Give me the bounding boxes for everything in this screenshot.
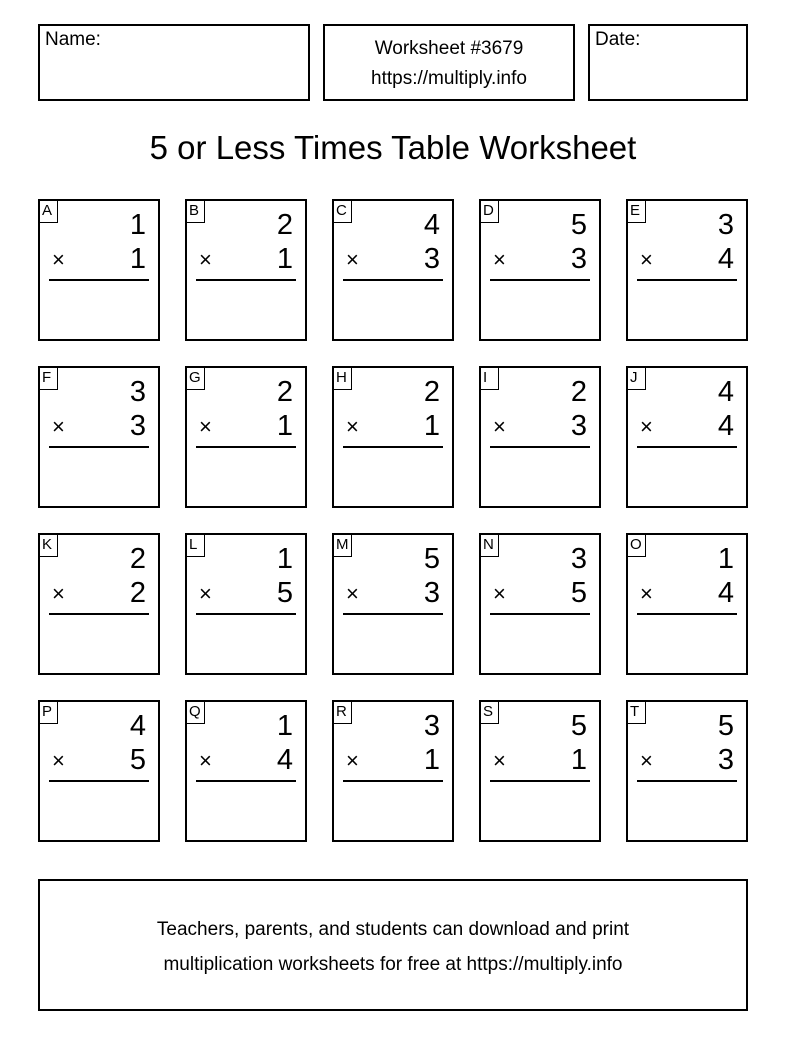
multiplier: 4 — [276, 744, 293, 776]
problem-card-c[interactable] — [332, 199, 454, 341]
multiplier: 3 — [717, 744, 734, 776]
times-sign: × — [52, 247, 65, 272]
worksheet-number: Worksheet #3679 — [374, 38, 524, 59]
multiplicand: 3 — [423, 710, 440, 742]
problem-card-p[interactable] — [38, 700, 160, 842]
answer-line — [637, 446, 737, 448]
answer-line — [49, 780, 149, 782]
multiplier: 5 — [129, 744, 146, 776]
multiplier: 3 — [570, 243, 587, 275]
problem-letter: T — [628, 702, 646, 724]
problem-letter: L — [187, 535, 205, 557]
multiplier: 1 — [276, 243, 293, 275]
multiplicand: 4 — [129, 710, 146, 742]
multiplicand: 3 — [717, 209, 734, 241]
page-title: 5 or Less Times Table Worksheet — [149, 129, 637, 166]
problem-card-t[interactable] — [626, 700, 748, 842]
answer-line — [637, 279, 737, 281]
problem-card-h[interactable] — [332, 366, 454, 508]
times-sign: × — [199, 247, 212, 272]
times-sign: × — [640, 247, 653, 272]
times-sign: × — [640, 748, 653, 773]
times-sign: × — [346, 414, 359, 439]
answer-line — [343, 780, 443, 782]
times-sign: × — [52, 581, 65, 606]
multiplier: 4 — [717, 410, 734, 442]
multiplicand: 3 — [570, 543, 587, 575]
problem-card-d[interactable] — [479, 199, 601, 341]
site-url: https://multiply.info — [371, 68, 527, 89]
times-sign: × — [199, 748, 212, 773]
times-sign: × — [640, 581, 653, 606]
problem-grid — [38, 199, 748, 843]
multiplicand: 2 — [423, 376, 440, 408]
multiplicand: 2 — [276, 376, 293, 408]
answer-line — [343, 613, 443, 615]
name-label: Name: — [45, 29, 101, 50]
multiplier: 4 — [717, 577, 734, 609]
times-sign: × — [346, 748, 359, 773]
problem-letter: Q — [187, 702, 205, 724]
multiplicand: 1 — [276, 710, 293, 742]
problem-card-f[interactable] — [38, 366, 160, 508]
problem-card-a[interactable] — [38, 199, 160, 341]
answer-line — [196, 780, 296, 782]
multiplier: 1 — [570, 744, 587, 776]
problem-card-l[interactable] — [185, 533, 307, 675]
problem-card-q[interactable] — [185, 700, 307, 842]
footer-box — [38, 879, 748, 1011]
multiplier: 3 — [423, 243, 440, 275]
answer-line — [637, 613, 737, 615]
answer-line — [49, 446, 149, 448]
name-field-box[interactable] — [38, 24, 310, 101]
problem-letter: R — [334, 702, 352, 724]
answer-line — [196, 279, 296, 281]
multiplicand: 2 — [276, 209, 293, 241]
problem-letter: B — [187, 201, 205, 223]
problem-letter: K — [40, 535, 58, 557]
problem-card-b[interactable] — [185, 199, 307, 341]
times-sign: × — [493, 748, 506, 773]
multiplicand: 3 — [129, 376, 146, 408]
answer-line — [49, 279, 149, 281]
multiplier: 5 — [570, 577, 587, 609]
problem-letter: O — [628, 535, 646, 557]
times-sign: × — [346, 581, 359, 606]
multiplier: 1 — [276, 410, 293, 442]
answer-line — [196, 446, 296, 448]
problem-letter: S — [481, 702, 499, 724]
problem-card-k[interactable] — [38, 533, 160, 675]
answer-line — [49, 613, 149, 615]
problem-card-r[interactable] — [332, 700, 454, 842]
answer-line — [196, 613, 296, 615]
problem-card-o[interactable] — [626, 533, 748, 675]
footer-line-2: multiplication worksheets for free at https://multiply.info — [163, 954, 623, 975]
multiplier: 1 — [423, 410, 440, 442]
multiplier: 2 — [129, 577, 146, 609]
problem-letter: P — [40, 702, 58, 724]
times-sign: × — [493, 414, 506, 439]
multiplicand: 5 — [717, 710, 734, 742]
multiplicand: 5 — [570, 209, 587, 241]
multiplicand: 1 — [717, 543, 734, 575]
date-field-box[interactable] — [588, 24, 748, 101]
problem-letter: D — [481, 201, 499, 223]
problem-letter: H — [334, 368, 352, 390]
times-sign: × — [346, 247, 359, 272]
multiplicand: 1 — [129, 209, 146, 241]
answer-line — [490, 613, 590, 615]
multiplier: 4 — [717, 243, 734, 275]
multiplier: 3 — [423, 577, 440, 609]
multiplier: 3 — [570, 410, 587, 442]
problem-card-g[interactable] — [185, 366, 307, 508]
multiplier: 1 — [129, 243, 146, 275]
problem-card-e[interactable] — [626, 199, 748, 341]
problem-letter: A — [40, 201, 58, 223]
problem-card-s[interactable] — [479, 700, 601, 842]
multiplicand: 4 — [423, 209, 440, 241]
times-sign: × — [52, 414, 65, 439]
answer-line — [490, 780, 590, 782]
answer-line — [490, 446, 590, 448]
problem-card-i[interactable] — [479, 366, 601, 508]
problem-card-m[interactable] — [332, 533, 454, 675]
answer-line — [343, 279, 443, 281]
footer-line-1: Teachers, parents, and students can download and print — [156, 919, 630, 940]
multiplicand: 2 — [129, 543, 146, 575]
answer-line — [490, 279, 590, 281]
times-sign: × — [52, 748, 65, 773]
problem-letter: I — [481, 368, 499, 390]
problem-letter: N — [481, 535, 499, 557]
multiplicand: 5 — [570, 710, 587, 742]
times-sign: × — [199, 581, 212, 606]
problem-letter: E — [628, 201, 646, 223]
answer-line — [343, 446, 443, 448]
problem-letter: F — [40, 368, 58, 390]
times-sign: × — [640, 414, 653, 439]
worksheet-info-box — [323, 24, 575, 101]
times-sign: × — [493, 581, 506, 606]
multiplicand: 1 — [276, 543, 293, 575]
times-sign: × — [493, 247, 506, 272]
problem-letter: M — [334, 535, 352, 557]
multiplier: 1 — [423, 744, 440, 776]
answer-line — [637, 780, 737, 782]
problem-letter: G — [187, 368, 205, 390]
problem-card-n[interactable] — [479, 533, 601, 675]
multiplicand: 2 — [570, 376, 587, 408]
multiplier: 5 — [276, 577, 293, 609]
multiplicand: 5 — [423, 543, 440, 575]
problem-letter: J — [628, 368, 646, 390]
times-sign: × — [199, 414, 212, 439]
multiplier: 3 — [129, 410, 146, 442]
problem-card-j[interactable] — [626, 366, 748, 508]
multiplicand: 4 — [717, 376, 734, 408]
date-label: Date: — [595, 29, 641, 50]
problem-letter: C — [334, 201, 352, 223]
